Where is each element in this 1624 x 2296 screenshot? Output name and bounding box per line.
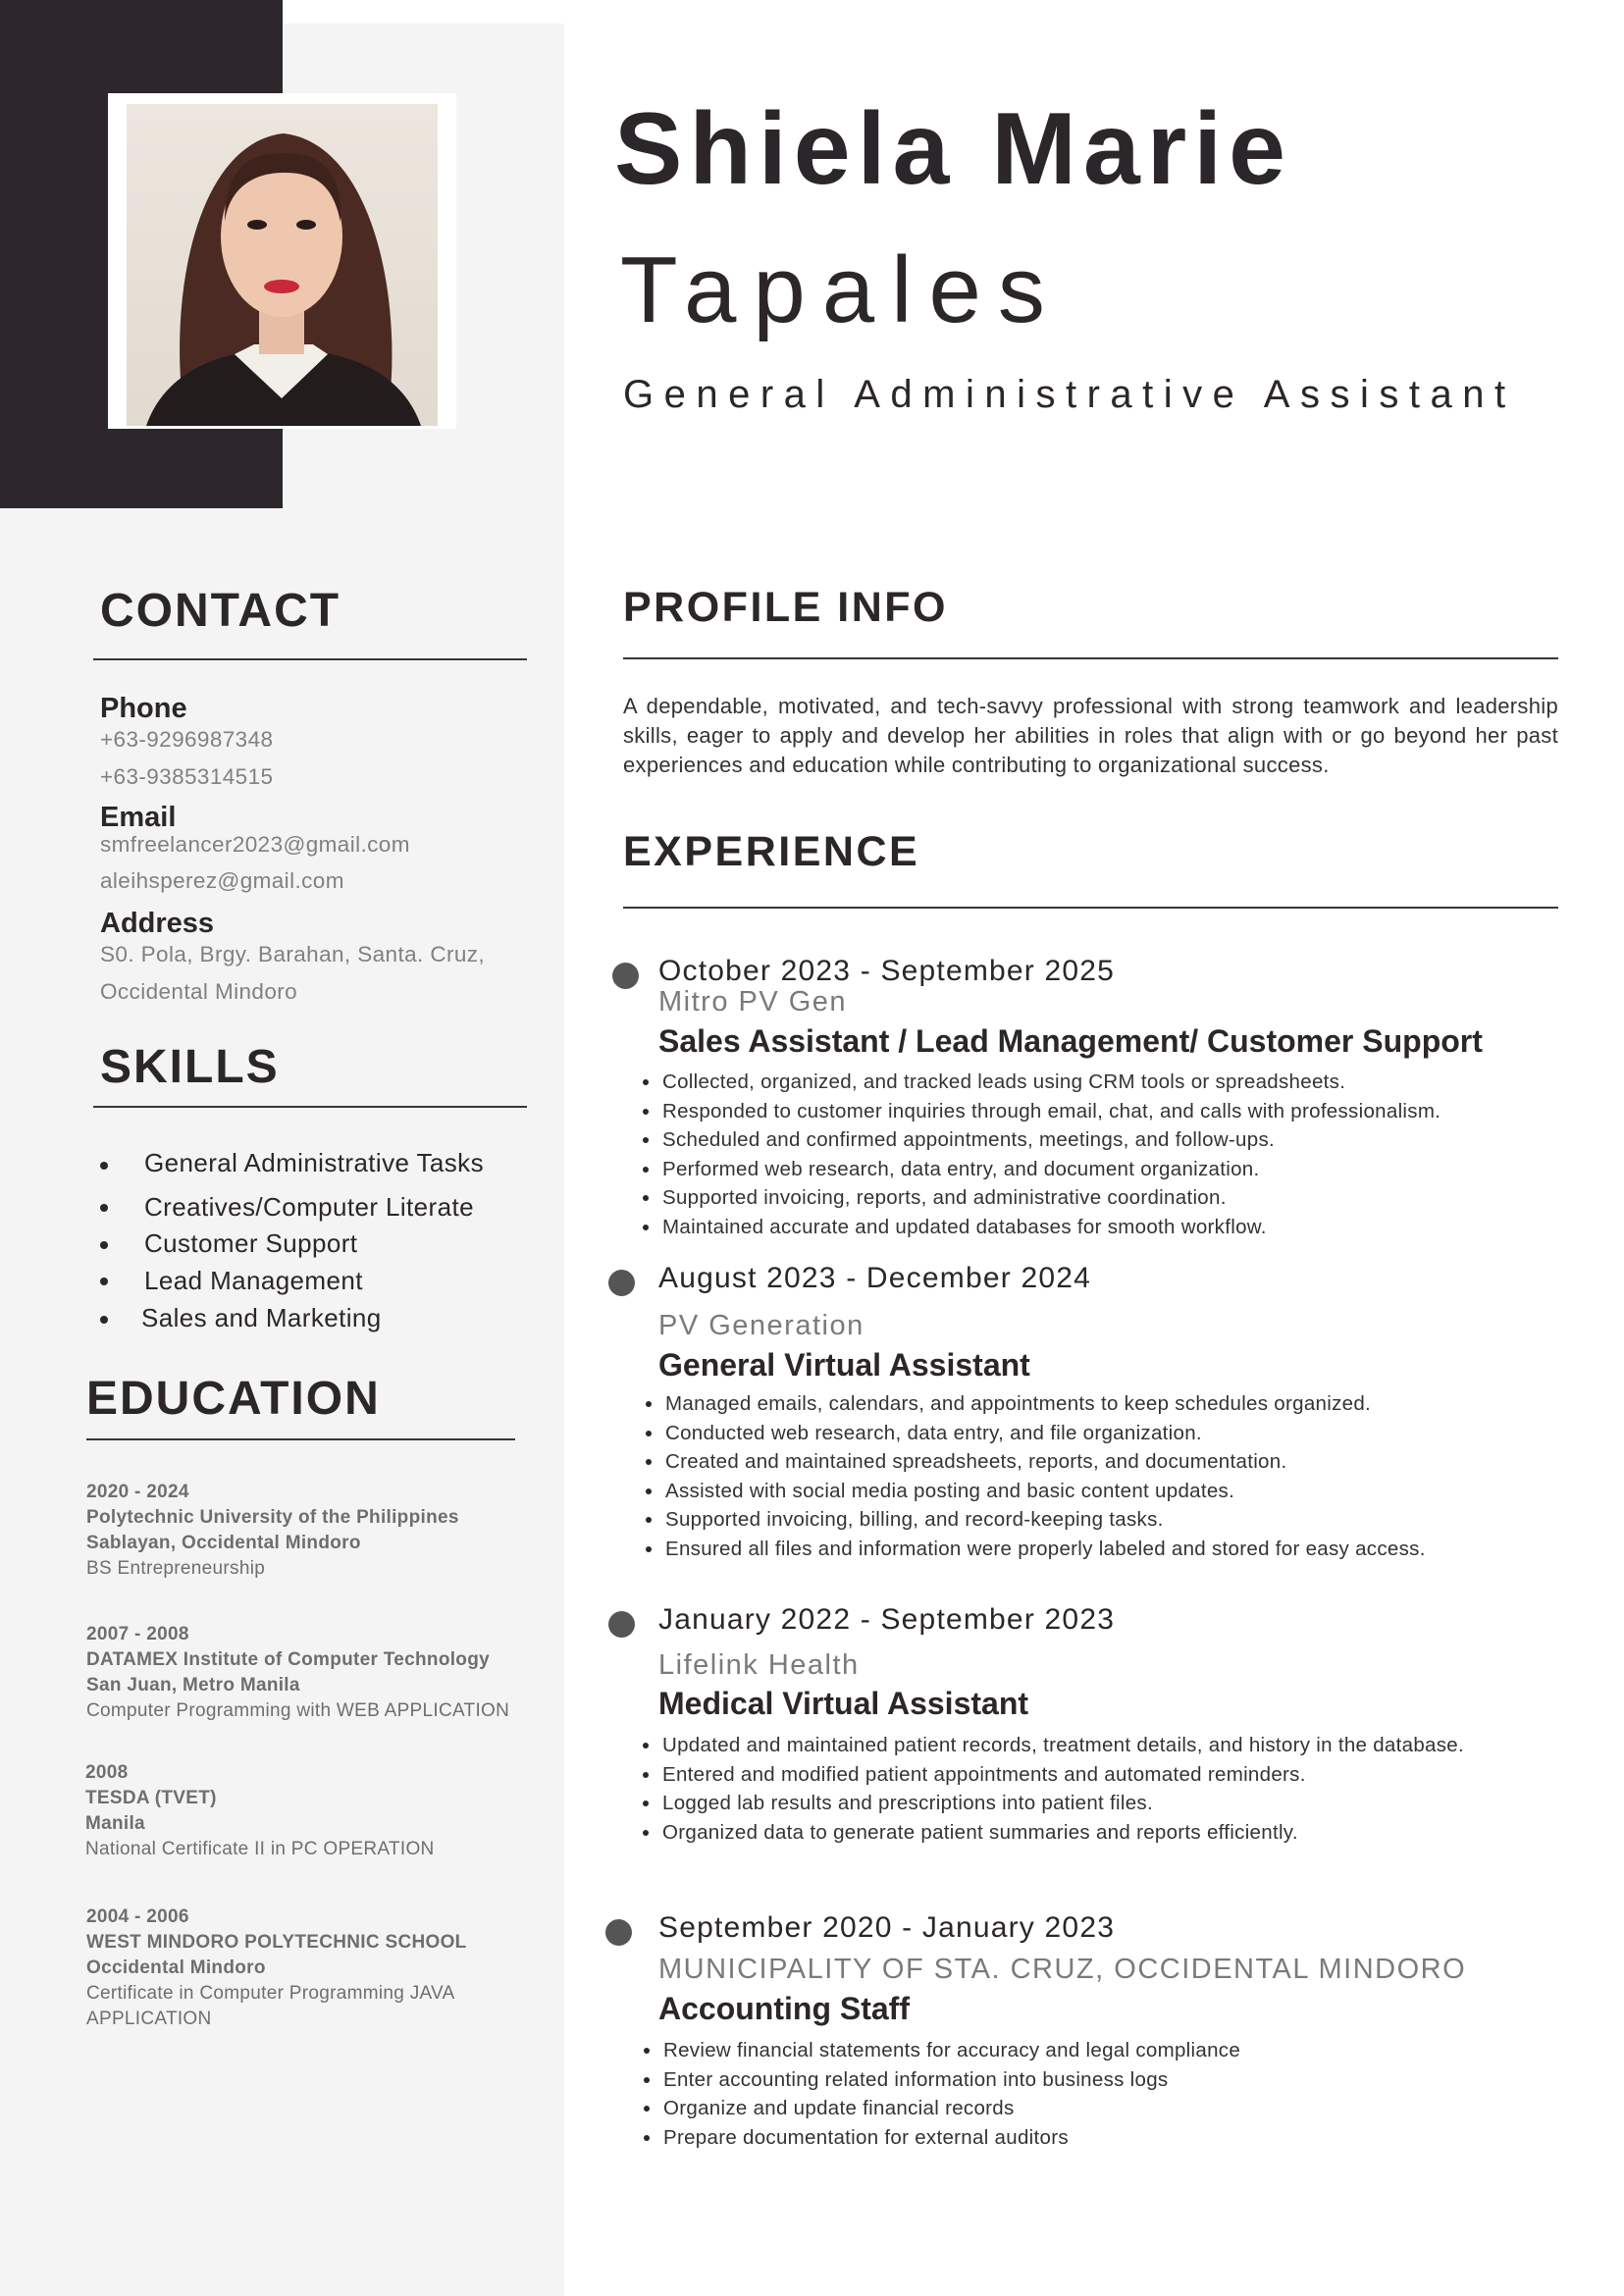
experience-company: Lifelink Health: [658, 1649, 860, 1681]
experience-company: Mitro PV Gen: [658, 986, 848, 1018]
education-program: Computer Programming with WEB APPLICATION: [86, 1700, 510, 1721]
skills-heading: SKILLS: [100, 1041, 280, 1093]
phone-label: Phone: [100, 693, 187, 724]
experience-divider: [623, 907, 1558, 909]
address-line-1: S0. Pola, Brgy. Barahan, Santa. Cruz,: [100, 942, 486, 966]
first-name: Shiela Marie: [614, 92, 1292, 206]
bullet-item: Responded to customer inquiries through email, chat, and calls with professionalism.: [643, 1097, 1513, 1126]
email-1: smfreelancer2023@gmail.com: [100, 832, 410, 857]
education-school: WEST MINDORO POLYTECHNIC SCHOOL: [86, 1932, 467, 1953]
email-label: Email: [100, 802, 177, 833]
education-years: 2008: [85, 1762, 129, 1783]
bullet-item: Collected, organized, and tracked leads using CRM tools or spreadsheets.: [643, 1068, 1513, 1097]
bullet-item: Scheduled and confirmed appointments, meetings, and follow-ups.: [643, 1125, 1513, 1155]
skill-item: Lead Management: [144, 1266, 363, 1295]
bullet-icon: [100, 1278, 108, 1285]
bullet-item: Organized data to generate patient summaries and reports efficiently.: [643, 1818, 1513, 1848]
education-location: Sablayan, Occidental Mindoro: [86, 1533, 361, 1553]
skill-item: Creatives/Computer Literate: [144, 1192, 474, 1222]
education-school: Polytechnic University of the Philippines: [86, 1507, 459, 1528]
experience-bullets: [646, 1389, 1529, 1563]
bullet-icon: [100, 1162, 108, 1170]
bullet-item: Maintained accurate and updated databases for smooth workflow.: [643, 1213, 1513, 1242]
bullet-item: Updated and maintained patient records, treatment details, and history in the database.: [643, 1731, 1513, 1760]
education-entry: [85, 1760, 576, 1862]
profile-text: A dependable, motivated, and tech-savvy professional with strong teamwork and leadership skills, eager to apply and develop her abilities in roles that align with or go beyond her past experiences and education while contributing to organizational success.: [623, 694, 1558, 777]
bullet-item: Supported invoicing, billing, and record-keeping tasks.: [646, 1505, 1529, 1535]
profile-heading: PROFILE INFO: [623, 584, 948, 631]
education-location: San Juan, Metro Manila: [86, 1675, 300, 1696]
education-entry: [86, 1480, 577, 1582]
skill-item: Sales and Marketing: [141, 1303, 382, 1332]
bullet-item: Organize and update financial records: [644, 2094, 1514, 2123]
bullet-icon: [100, 1316, 108, 1324]
bullet-item: Conducted web research, data entry, and file organization.: [646, 1419, 1529, 1448]
bullet-item: Entered and modified patient appointments and automated reminders.: [643, 1760, 1513, 1790]
experience-dates: October 2023 - September 2025: [658, 955, 1116, 987]
bullet-item: Performed web research, data entry, and document organization.: [643, 1155, 1513, 1184]
email-2: aleihsperez@gmail.com: [100, 868, 344, 893]
education-entry: [86, 1905, 528, 2032]
experience-company: MUNICIPALITY OF STA. CRUZ, OCCIDENTAL MINDORO: [658, 1954, 1467, 1985]
education-years: 2020 - 2024: [86, 1482, 189, 1502]
experience-entry: [604, 1262, 1546, 1563]
experience-entry: [608, 955, 1550, 1241]
education-location: Manila: [85, 1813, 145, 1834]
profile-photo: [127, 104, 438, 426]
education-program: BS Entrepreneurship: [86, 1558, 266, 1579]
experience-bullets: [643, 1731, 1513, 1847]
timeline-dot-icon: [608, 1611, 635, 1638]
experience-bullets: [643, 1068, 1513, 1241]
contact-divider: [93, 658, 527, 660]
bullet-item: Prepare documentation for external auditors: [644, 2123, 1514, 2153]
experience-title: General Virtual Assistant: [658, 1347, 1030, 1383]
experience-company: PV Generation: [658, 1310, 864, 1341]
education-program: National Certificate II in PC OPERATION: [85, 1839, 435, 1859]
education-divider: [86, 1438, 515, 1440]
education-location: Occidental Mindoro: [86, 1957, 266, 1978]
address-label: Address: [100, 908, 215, 939]
bullet-item: Review financial statements for accuracy and legal compliance: [644, 2036, 1514, 2065]
skill-item: General Administrative Tasks: [144, 1148, 484, 1177]
experience-dates: August 2023 - December 2024: [658, 1262, 1091, 1294]
bullet-item: Logged lab results and prescriptions into patient files.: [643, 1789, 1513, 1818]
bullet-icon: [100, 1204, 108, 1212]
profile-divider: [623, 657, 1558, 659]
experience-title: Sales Assistant / Lead Management/ Customer Support: [658, 1023, 1483, 1059]
last-name: Tapales: [620, 237, 1062, 342]
experience-entry: [602, 1911, 1544, 2152]
timeline-dot-icon: [612, 963, 639, 989]
education-entry: [86, 1622, 597, 1724]
phone-2: +63-9385314515: [100, 764, 274, 789]
bullet-item: Assisted with social media posting and basic content updates.: [646, 1477, 1529, 1506]
address-line-2: Occidental Mindoro: [100, 979, 298, 1004]
education-heading: EDUCATION: [86, 1373, 381, 1425]
timeline-dot-icon: [605, 1919, 632, 1946]
bullet-item: Created and maintained spreadsheets, reports, and documentation.: [646, 1447, 1529, 1477]
contact-heading: CONTACT: [100, 585, 341, 637]
bullet-item: Enter accounting related information into business logs: [644, 2065, 1514, 2095]
phone-1: +63-9296987348: [100, 727, 274, 752]
education-school: DATAMEX Institute of Computer Technology: [86, 1649, 490, 1670]
bullet-icon: [100, 1241, 108, 1249]
bullet-item: Ensured all files and information were properly labeled and stored for easy access.: [646, 1535, 1529, 1564]
skill-item: Customer Support: [144, 1228, 358, 1258]
timeline-dot-icon: [608, 1270, 635, 1296]
job-role: General Administrative Assistant: [623, 373, 1516, 416]
bullet-item: Supported invoicing, reports, and administrative coordination.: [643, 1183, 1513, 1213]
bullet-item: Managed emails, calendars, and appointments to keep schedules organized.: [646, 1389, 1529, 1419]
experience-entry: [604, 1603, 1546, 1847]
education-school: TESDA (TVET): [85, 1788, 217, 1808]
experience-dates: January 2022 - September 2023: [658, 1603, 1116, 1636]
education-years: 2007 - 2008: [86, 1624, 189, 1644]
experience-heading: EXPERIENCE: [623, 828, 920, 875]
skills-divider: [93, 1106, 527, 1108]
education-program: Certificate in Computer Programming JAVA APPLICATION: [86, 1983, 454, 2029]
experience-title: Medical Virtual Assistant: [658, 1686, 1029, 1721]
education-years: 2004 - 2006: [86, 1906, 189, 1927]
experience-dates: September 2020 - January 2023: [658, 1911, 1116, 1944]
experience-bullets: [644, 2036, 1514, 2152]
experience-title: Accounting Staff: [658, 1991, 910, 2026]
